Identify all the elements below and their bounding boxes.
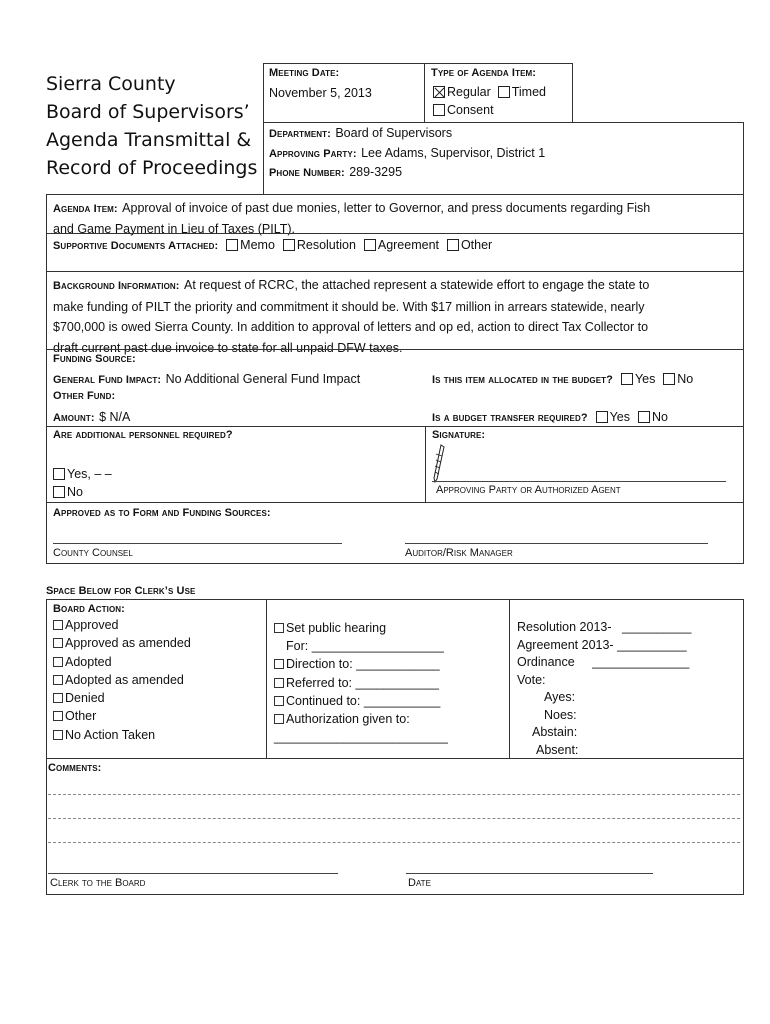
personnel-yes[interactable]: Yes, – –: [53, 467, 112, 481]
county-counsel-caption: County Counsel: [53, 547, 133, 559]
middle-actions: [274, 619, 504, 746]
agenda-item: Agenda Item: Approval of invoice of past due monies, letter to Governor, and press documents regarding Fish and Game Payment in Lieu of Taxes (PILT).: [53, 201, 651, 236]
agenda-type-consent[interactable]: Consent: [433, 103, 494, 117]
signature-label: Signature:: [432, 429, 486, 441]
pen-icon: [432, 444, 446, 484]
checkbox-icon[interactable]: [621, 373, 633, 385]
checked-box-icon[interactable]: [433, 86, 445, 98]
allocated-yes[interactable]: Yes: [617, 372, 655, 386]
board-action-label: Board Action:: [53, 603, 125, 615]
title-line-2: Board of Supervisors’: [46, 101, 250, 123]
approving-party-value: Lee Adams, Supervisor, District 1: [361, 146, 546, 160]
abstain-label: Abstain:: [532, 725, 578, 739]
checkbox-icon[interactable]: [53, 675, 63, 685]
budget-allocated-question: Is this item allocated in the budget? Yes No: [432, 372, 694, 386]
general-fund-value: No Additional General Fund Impact: [165, 372, 361, 386]
checkbox-icon[interactable]: [283, 239, 295, 251]
checkbox-icon[interactable]: [638, 411, 650, 423]
phone-row: Phone Number: 289-3295: [269, 165, 403, 179]
clerk-signature-line[interactable]: [48, 873, 338, 874]
board-action-item[interactable]: Denied: [53, 689, 191, 707]
clerk-space-label: Space Below for Clerk’s Use: [46, 585, 196, 597]
approving-party-row: Approving Party: Lee Adams, Supervisor, District 1: [269, 146, 546, 160]
checkbox-icon[interactable]: [274, 714, 284, 724]
title-line-3: Agenda Transmittal &: [46, 129, 252, 151]
hearing-for-row[interactable]: For: ___________________: [286, 639, 444, 654]
direction-option[interactable]: Direction to: ____________: [274, 655, 504, 673]
amount-value: $ N/A: [99, 410, 131, 424]
ordinance-number[interactable]: Ordinance ______________: [517, 655, 690, 669]
checkbox-icon[interactable]: [274, 696, 284, 706]
referred-option[interactable]: Referred to: ____________: [274, 674, 504, 692]
absent-label: Absent:: [536, 742, 579, 757]
title-line-4: Record of Proceedings: [46, 157, 258, 179]
checkbox-icon[interactable]: [596, 411, 608, 423]
comment-line[interactable]: [48, 818, 740, 819]
auditor-caption: Auditor/Risk Manager: [405, 547, 513, 559]
title-line-1: Sierra County: [46, 73, 176, 95]
other-fund-label: Other Fund:: [53, 390, 116, 402]
checkbox-icon[interactable]: [498, 86, 510, 98]
set-hearing-option[interactable]: Set public hearing: [274, 619, 504, 637]
board-action-item[interactable]: No Action Taken: [53, 726, 191, 744]
agenda-type-label: Type of Agenda Item:: [431, 67, 537, 79]
comments-label: Comments:: [48, 762, 102, 774]
board-action-item[interactable]: Approved as amended: [53, 634, 191, 652]
supportive-documents: Supportive Documents Attached: Memo Resolution Agreement Other: [53, 238, 493, 252]
other-option[interactable]: Other: [443, 238, 492, 252]
allocated-no[interactable]: No: [660, 372, 693, 386]
noes-label: Noes:: [544, 707, 577, 722]
budget-transfer-question: Is a budget transfer required? Yes No: [432, 410, 668, 424]
board-action-item[interactable]: Adopted: [53, 653, 191, 671]
checkbox-icon[interactable]: [53, 657, 63, 667]
board-action-item[interactable]: Adopted as amended: [53, 671, 191, 689]
agenda-type-regular[interactable]: Regular Timed: [433, 85, 546, 99]
checkbox-icon[interactable]: [53, 468, 65, 480]
date-line[interactable]: [406, 873, 653, 874]
continued-option[interactable]: Continued to: ___________: [274, 692, 504, 710]
checkbox-icon[interactable]: [53, 620, 63, 630]
checkbox-icon[interactable]: [226, 239, 238, 251]
meeting-date-label: Meeting Date:: [269, 67, 340, 79]
department-value: Board of Supervisors: [335, 126, 453, 140]
checkbox-icon[interactable]: [447, 239, 459, 251]
checkbox-icon[interactable]: [53, 730, 63, 740]
checkbox-icon[interactable]: [274, 659, 284, 669]
personnel-question: Are additional personnel required?: [53, 429, 233, 441]
checkbox-icon[interactable]: [663, 373, 675, 385]
board-action-item[interactable]: Other: [53, 707, 191, 725]
personnel-no[interactable]: No: [53, 485, 83, 499]
date-caption: Date: [408, 877, 431, 889]
signature-line[interactable]: [432, 481, 726, 482]
checkbox-icon[interactable]: [53, 638, 63, 648]
funding-source-label: Funding Source:: [53, 353, 136, 365]
county-counsel-line[interactable]: [53, 543, 342, 544]
clerk-caption: Clerk to the Board: [50, 877, 146, 889]
auditor-line[interactable]: [405, 543, 708, 544]
meeting-date-value: November 5, 2013: [269, 86, 372, 100]
resolution-option[interactable]: Resolution: [279, 238, 356, 252]
background-information: Background Information: At request of RCRC, the attached represent a statewide effort to engage the state to make funding of PILT the priority and commitment it should be. With $17 million in arrears statewide, nearly $700,000 is owed Sierra County. In addition to approval of letters and op ed, action to direct Tax Collector to draft current past due invoice to state for all unpaid DFW taxes.: [53, 278, 650, 355]
agreement-number[interactable]: Agreement 2013- __________: [517, 637, 687, 652]
transfer-no[interactable]: No: [634, 410, 667, 424]
department-row: Department: Board of Supervisors: [269, 126, 453, 140]
ayes-label: Ayes:: [544, 690, 576, 704]
authorization-line[interactable]: _________________________: [274, 730, 448, 745]
signature-caption: Approving Party or Authorized Agent: [436, 484, 621, 496]
record-column: [517, 619, 691, 759]
checkbox-icon[interactable]: [53, 693, 63, 703]
form-title: [46, 70, 257, 182]
board-action-list: [53, 616, 191, 744]
checkbox-icon[interactable]: [274, 623, 284, 633]
agreement-option[interactable]: Agreement: [360, 238, 439, 252]
transfer-yes[interactable]: Yes: [592, 410, 630, 424]
phone-value: 289-3295: [349, 165, 403, 179]
checkbox-icon[interactable]: [364, 239, 376, 251]
checkbox-icon[interactable]: [433, 104, 445, 116]
comment-line[interactable]: [48, 842, 740, 843]
board-action: [53, 603, 191, 744]
vote-label: Vote:: [517, 672, 546, 687]
comment-line[interactable]: [48, 794, 740, 795]
amount-row: Amount: $ N/A: [53, 410, 131, 424]
authorization-option[interactable]: Authorization given to:: [274, 710, 504, 728]
checkbox-icon[interactable]: [274, 678, 284, 688]
checkbox-icon[interactable]: [53, 711, 63, 721]
board-action-item[interactable]: Approved: [53, 616, 191, 634]
general-fund-row: General Fund Impact: No Additional General Fund Impact: [53, 372, 361, 386]
resolution-number[interactable]: Resolution 2013- __________: [517, 620, 692, 634]
memo-option[interactable]: Memo: [223, 238, 275, 252]
checkbox-icon[interactable]: [53, 486, 65, 498]
approved-label: Approved as to Form and Funding Sources:: [53, 507, 271, 519]
